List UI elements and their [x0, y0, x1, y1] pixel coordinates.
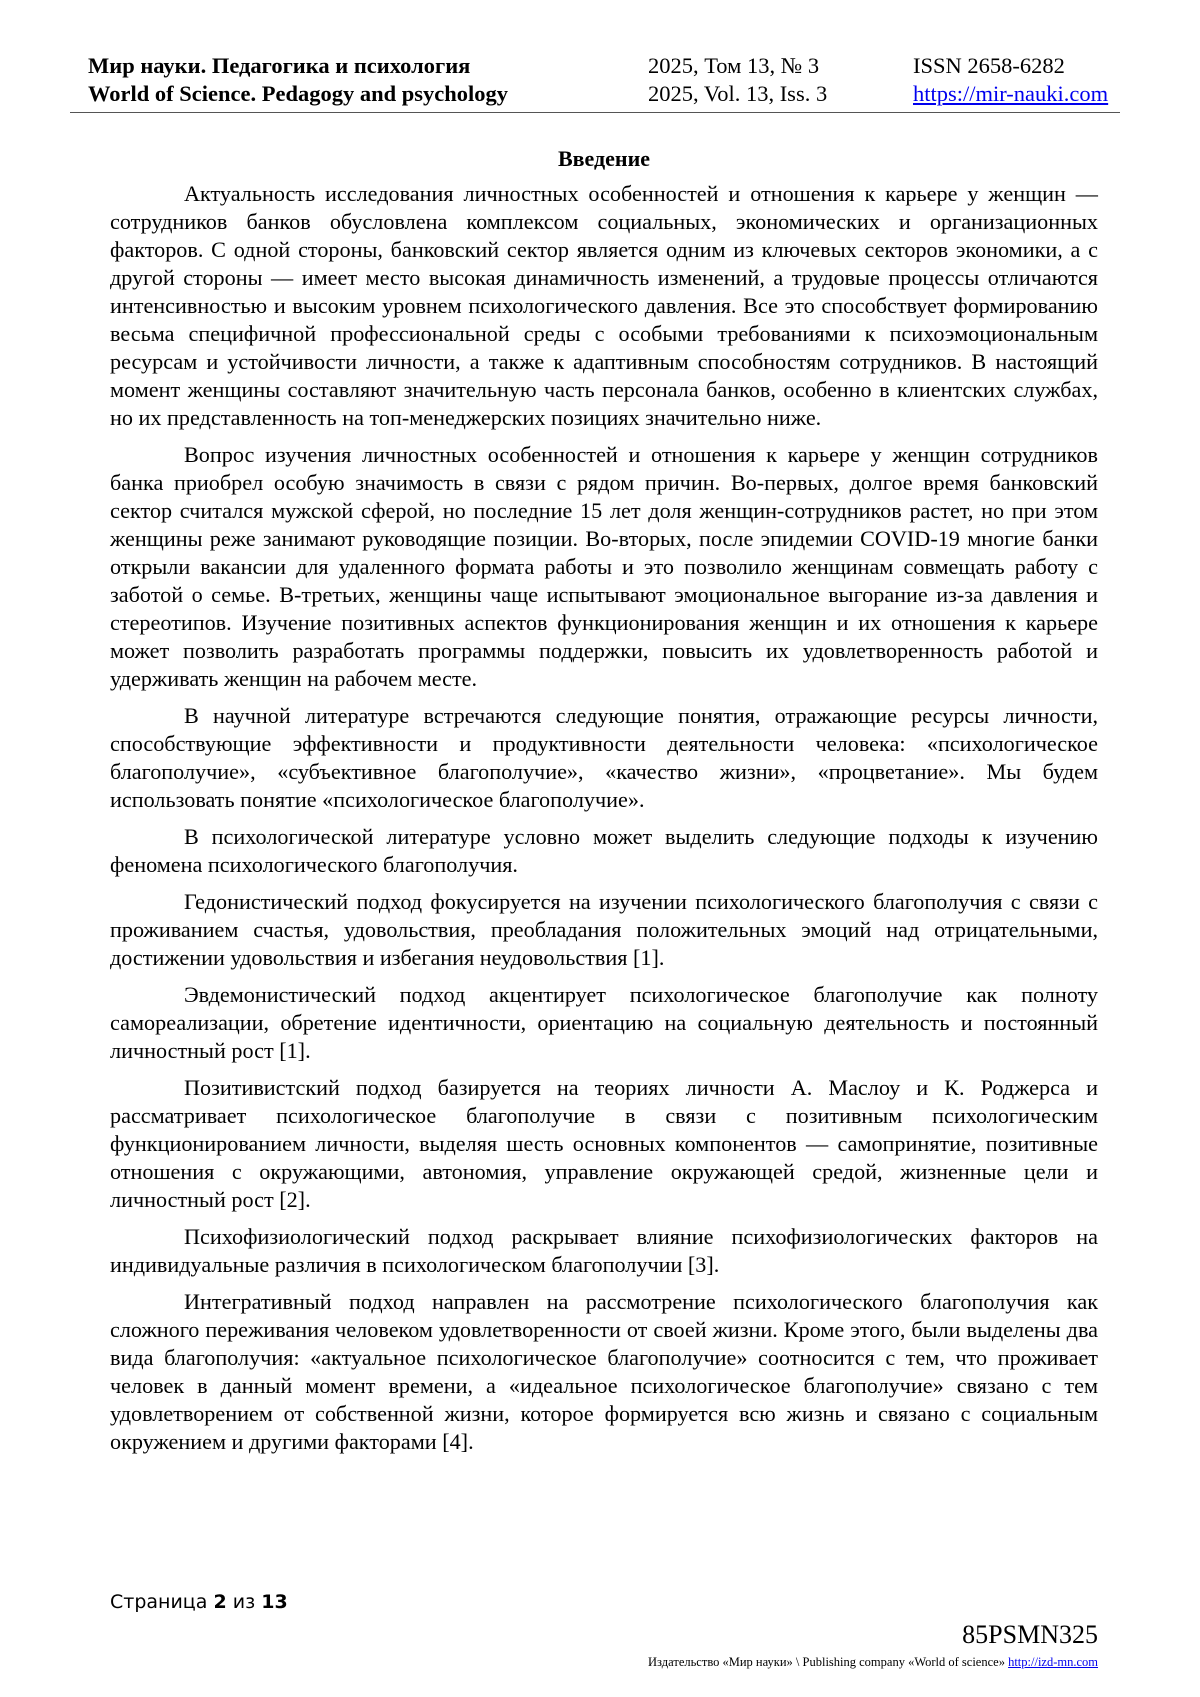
section-heading: Введение [557, 146, 651, 171]
publisher-text: Издательство «Мир науки» \ Publishing company «World of science» [648, 1655, 1005, 1669]
issn-block [913, 52, 1108, 108]
paragraph: Эвдемонистический подход акцентирует психологическое благополучие как полноту самореализации, обретение идентичности, ориентацию на социальную деятельность и постоянный личностный рост [1]. [110, 982, 1098, 1063]
journal-title [88, 52, 508, 108]
article-body [110, 145, 1098, 1465]
paragraph: Гедонистический подход фокусируется на изучении психологического благополучия с связи с проживанием счастья, удовольствия, преобладания положительных эмоций над отрицательными, достижении удовольствия и избегания неудовольствия [1]. [110, 889, 1098, 970]
article-code: 85PSMN325 [962, 1620, 1098, 1649]
paragraph: Психофизиологический подход раскрывает влияние психофизиологических факторов на индивидуальные различия в психологическом благополучии [3]. [110, 1224, 1098, 1277]
page-total: 13 [261, 1591, 288, 1613]
issue-en: 2025, Vol. 13, Iss. 3 [648, 81, 828, 106]
issue-ru: 2025, Том 13, № 3 [648, 53, 820, 78]
issue-info [648, 52, 827, 108]
paragraph: Интегративный подход направлен на рассмотрение психологического благополучия как сложного переживания человеком удовлетворенности от своей жизни. Кроме этого, были выделены два вида благополучия: «актуальное психологическое благополучие» соотносится с тем, что проживает человек в данный момент времени, а «идеальное психологическое благополучие» связано с тем удовлетворением от собственной жизни, которое формируется всю жизнь и связано с социальным окружением и другими факторами [4]. [110, 1289, 1098, 1454]
paragraph: Вопрос изучения личностных особенностей и отношения к карьере у женщин сотрудников банка приобрел особую значимость в связи с рядом причин. Во-первых, долгое время банковский сектор считался мужской сферой, но последние 15 лет доля женщин-сотрудников растет, но при этом женщины реже занимают руководящие позиции. Во-вторых, после эпидемии COVID-19 многие банки открыли вакансии для удаленного формата работы и это позволило женщинам совмещать работу с заботой о семье. В-третьих, женщины чаще испытывают эмоциональное выгорание из-за давления и стереотипов. Изучение позитивных аспектов функционирования женщин и их отношения к карьере может позволить разработать программы поддержки, повысить их удовлетворенность работой и удерживать женщин на рабочем месте. [110, 442, 1098, 691]
page-of: из [232, 1591, 256, 1613]
page-current: 2 [213, 1591, 227, 1613]
journal-title-en: World of Science. Pedagogy and psychology [88, 81, 509, 106]
paragraph: Позитивистский подход базируется на теориях личности А. Маслоу и К. Роджерса и рассматривает психологическое благополучие в связи с позитивным психологическим функционированием личности, выделяя шесть основных компонентов — самопринятие, позитивные отношения с окружающими, автономия, управление окружающей средой, жизненные цели и личностный рост [2]. [110, 1075, 1098, 1212]
page-number [110, 1590, 288, 1614]
paragraph: В научной литературе встречаются следующие понятия, отражающие ресурсы личности, способствующие эффективности и продуктивности деятельности человека: «психологическое благополучие», «субъективное благополучие», «качество жизни», «процветание». Мы будем использовать понятие «психологическое благополучие». [110, 703, 1098, 812]
issn: ISSN 2658-6282 [913, 53, 1065, 78]
journal-link[interactable]: https://mir-nauki.com [913, 81, 1109, 106]
publisher-link[interactable]: http://izd-mn.com [1008, 1655, 1098, 1669]
header-divider [70, 112, 1120, 113]
paragraph: В психологической литературе условно может выделить следующие подходы к изучению феномена психологического благополучия. [110, 824, 1098, 877]
paragraph: Актуальность исследования личностных особенностей и отношения к карьере у женщин — сотрудников банков обусловлена комплексом социальных, экономических и организационных факторов. С одной стороны, банковский сектор является одним из ключевых секторов экономики, а с другой стороны — имеет место высокая динамичность изменений, а трудовые процессы отличаются интенсивностью и высоким уровнем психологического давления. Все это способствует формированию весьма специфичной профессиональной среды с особыми требованиями к психоэмоциональным ресурсам и устойчивости личности, а также к адаптивным способностям сотрудников. В настоящий момент женщины составляют значительную часть персонала банков, особенно в клиентских службах, но их представленность на топ-менеджерских позициях значительно ниже. [110, 181, 1098, 430]
journal-title-ru: Мир науки. Педагогика и психология [88, 53, 471, 78]
page-label: Страница [110, 1591, 208, 1613]
publisher-line [648, 1654, 1098, 1670]
running-header [70, 52, 1120, 108]
